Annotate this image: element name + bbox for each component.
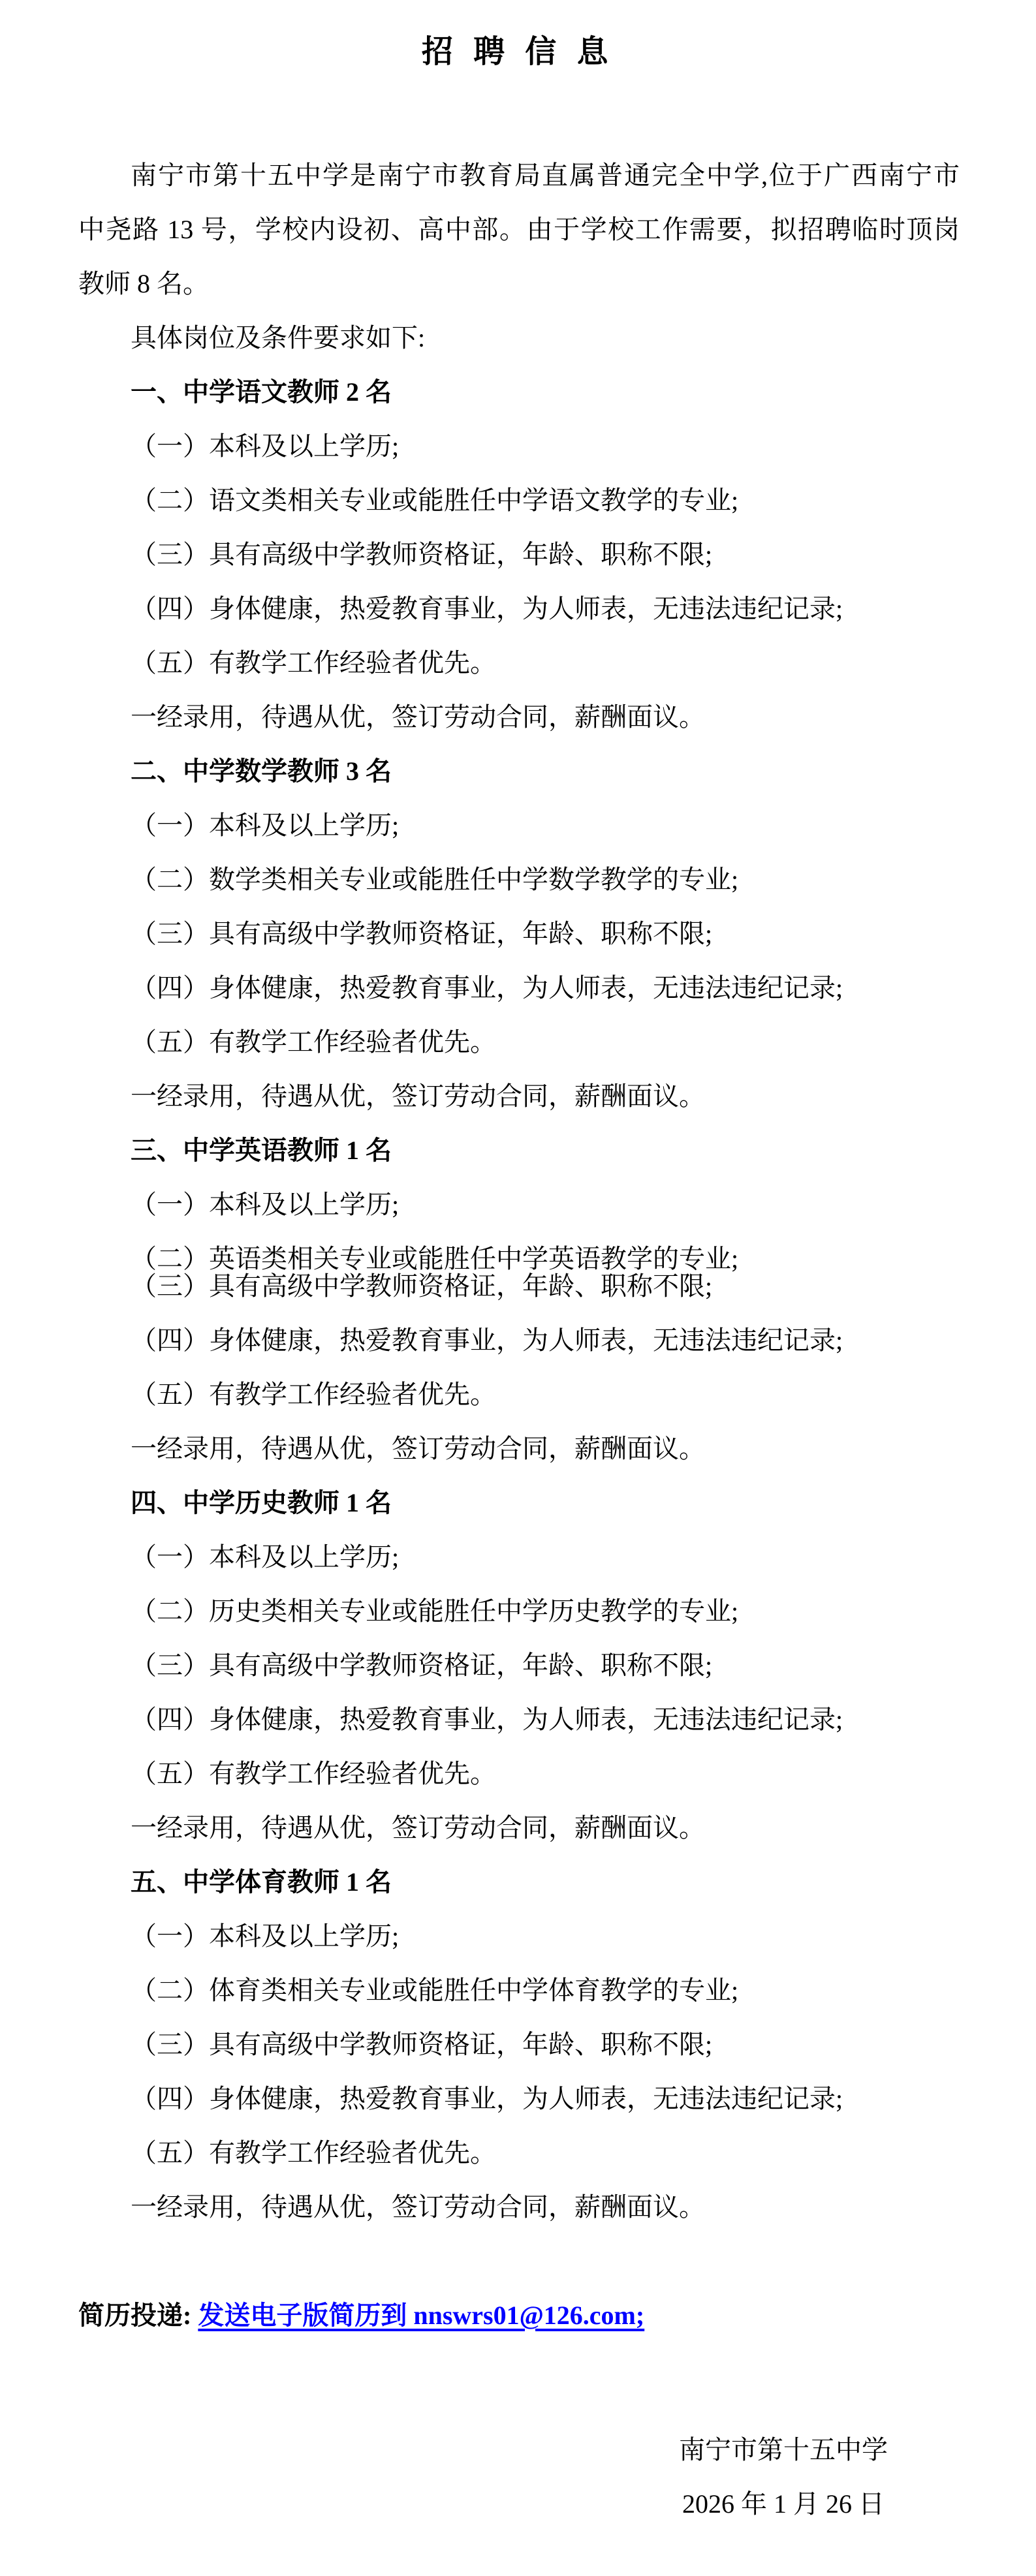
document-body (78, 162, 960, 2518)
resume-submission-line (78, 2302, 960, 2329)
resume-email-link[interactable]: 发送电子版简历到 nnswrs01@126.com; (198, 2301, 645, 2330)
requirement-line: （五）有教学工作经验者优先。 (131, 1027, 496, 1057)
requirement-line: （五）有教学工作经验者优先。 (131, 648, 496, 677)
resume-submission-label: 简历投递: (78, 2301, 198, 2330)
section-heading: 四、中学历史教师 1 名 (131, 1488, 392, 1517)
requirement-line: （三）具有高级中学教师资格证，年龄、职称不限; (131, 2030, 713, 2059)
requirement-line: （一）本科及以上学历; (131, 431, 400, 461)
requirement-line: （四）身体健康，热爱教育事业，为人师表，无违法违纪记录; (131, 1326, 843, 1355)
document-title: 招 聘 信 息 (421, 35, 615, 69)
section-heading: 一、中学语文教师 2 名 (131, 377, 392, 407)
subtitle: 具体岗位及条件要求如下: (131, 323, 426, 352)
requirement-line: （四）身体健康，热爱教育事业，为人师表，无违法违纪记录; (131, 973, 843, 1002)
intro-line: 中尧路 13 号，学校内设初、高中部。由于学校工作需要，拟招聘临时顶岗 (78, 215, 960, 244)
requirement-line: （五）有教学工作经验者优先。 (131, 1380, 496, 1409)
intro-line: 教师 8 名。 (78, 269, 209, 298)
signature-block (646, 2436, 920, 2518)
requirement-line: （一）本科及以上学历; (131, 1190, 400, 1219)
closing-line: 一经录用，待遇从优，签订劳动合同，薪酬面议。 (131, 702, 705, 732)
requirement-line: （五）有教学工作经验者优先。 (131, 1759, 496, 1788)
requirement-line: （二）英语类相关专业或能胜任中学英语教学的专业; (131, 1244, 739, 1273)
job-section (78, 758, 960, 1110)
section-heading: 三、中学英语教师 1 名 (131, 1136, 392, 1165)
requirement-line: （四）身体健康，热爱教育事业，为人师表，无违法违纪记录; (131, 594, 843, 623)
closing-line: 一经录用，待遇从优，签订劳动合同，薪酬面议。 (131, 1081, 705, 1111)
requirement-line: （二）数学类相关专业或能胜任中学数学教学的专业; (131, 865, 739, 894)
requirement-line: （二）历史类相关专业或能胜任中学历史教学的专业; (131, 1596, 739, 1626)
job-section (78, 1137, 960, 1463)
closing-line: 一经录用，待遇从优，签订劳动合同，薪酬面议。 (131, 1434, 705, 1463)
requirement-line: （一）本科及以上学历; (131, 811, 400, 840)
section-heading: 五、中学体育教师 1 名 (131, 1867, 392, 1897)
section-heading: 二、中学数学教师 3 名 (131, 756, 392, 786)
job-section (78, 1869, 960, 2221)
closing-line: 一经录用，待遇从优，签订劳动合同，薪酬面议。 (131, 1813, 705, 1842)
requirement-line: （三）具有高级中学教师资格证，年龄、职称不限; (131, 1651, 713, 1680)
requirement-line: （二）语文类相关专业或能胜任中学语文教学的专业; (131, 486, 739, 515)
requirement-line: （三）具有高级中学教师资格证，年龄、职称不限; (131, 1271, 713, 1301)
requirement-line: （四）身体健康，热爱教育事业，为人师表，无违法违纪记录; (131, 2084, 843, 2113)
requirement-line: （三）具有高级中学教师资格证，年龄、职称不限; (131, 919, 713, 948)
signature-date: 2026 年 1 月 26 日 (682, 2489, 885, 2519)
requirement-line: （四）身体健康，热爱教育事业，为人师表，无违法违纪记录; (131, 1705, 843, 1734)
requirement-line: （二）体育类相关专业或能胜任中学体育教学的专业; (131, 1976, 739, 2005)
closing-line: 一经录用，待遇从优，签订劳动合同，薪酬面议。 (131, 2192, 705, 2222)
signature-org: 南宁市第十五中学 (679, 2435, 888, 2464)
job-section (78, 1489, 960, 1842)
job-section (78, 379, 960, 731)
requirement-line: （三）具有高级中学教师资格证，年龄、职称不限; (131, 540, 713, 569)
requirement-line: （一）本科及以上学历; (131, 1542, 400, 1572)
intro-line: 南宁市第十五中学是南宁市教育局直属普通完全中学,位于广西南宁市 (131, 161, 960, 190)
sections (78, 379, 960, 2221)
requirement-line: （五）有教学工作经验者优先。 (131, 2138, 496, 2167)
intro-paragraph (78, 162, 960, 298)
requirement-line: （一）本科及以上学历; (131, 1921, 400, 1951)
